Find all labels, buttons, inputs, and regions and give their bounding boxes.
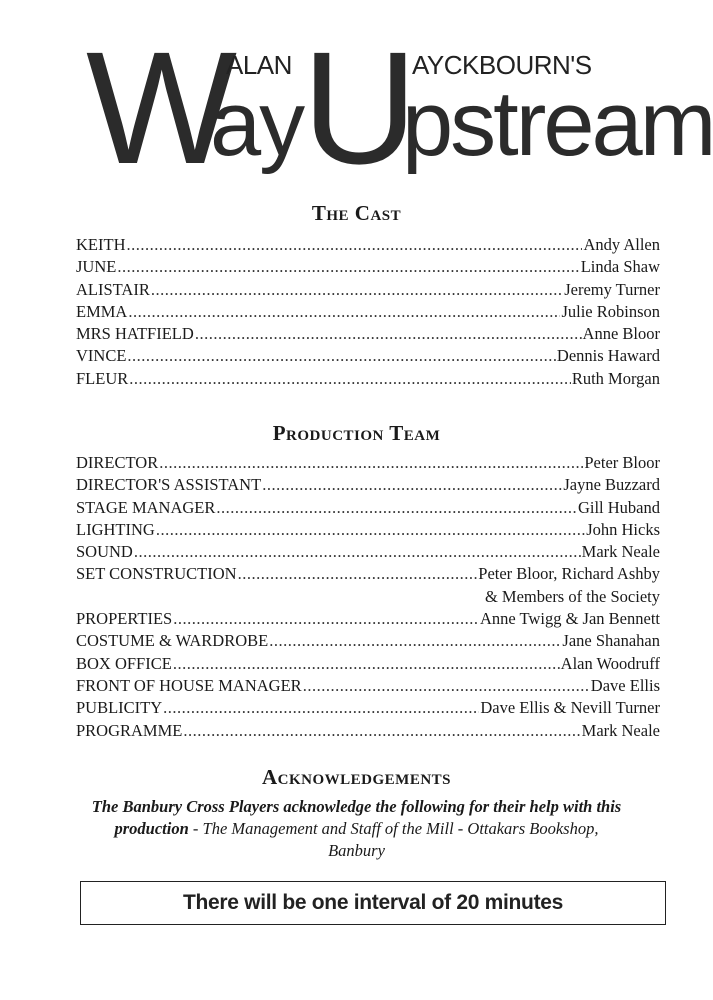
- cast-list: [76, 234, 660, 390]
- production-row: [76, 497, 660, 519]
- production-row: [76, 519, 660, 541]
- role-label: VINCE: [76, 346, 127, 366]
- dot-leader: [216, 497, 577, 519]
- role-label: KEITH: [76, 235, 126, 254]
- role-label: EMMA: [76, 301, 128, 321]
- role-label: PROGRAMME: [76, 720, 183, 740]
- dot-leader: [127, 345, 555, 367]
- cast-row: [76, 368, 660, 390]
- role-label: SOUND: [76, 542, 133, 562]
- dot-leader: [156, 519, 585, 541]
- actor-name: Ruth Morgan: [571, 368, 660, 388]
- acknowledgements-plain: - The Management and Staff of the Mill - Ottakars Bookshop, Banbury: [188, 819, 599, 860]
- role-label: BOX OFFICE: [76, 653, 172, 673]
- crew-name: Dave Ellis: [590, 675, 660, 695]
- production-row: [76, 474, 660, 496]
- dot-leader: [129, 368, 571, 390]
- crew-name: Peter Bloor: [584, 453, 660, 472]
- crew-name: Peter Bloor, Richard Ashby: [478, 564, 660, 584]
- actor-name: Jeremy Turner: [564, 279, 660, 299]
- role-label: MRS HATFIELD: [76, 324, 194, 344]
- role-label: COSTUME & WARDROBE: [76, 631, 269, 651]
- cast-row: [76, 345, 660, 367]
- dot-leader: [183, 720, 580, 742]
- role-label: STAGE MANAGER: [76, 497, 216, 517]
- production-row: [76, 608, 660, 630]
- role-label: FRONT OF HOUSE MANAGER: [76, 675, 302, 695]
- title-letter-w: W: [86, 18, 232, 197]
- interval-notice-box: [80, 881, 666, 925]
- production-row: [76, 630, 660, 652]
- actor-name: Linda Shaw: [580, 257, 660, 277]
- dot-leader: [128, 301, 560, 323]
- role-label: PUBLICITY: [76, 698, 163, 718]
- dot-leader: [134, 541, 581, 563]
- title-letter-u: U: [302, 18, 418, 197]
- cast-heading: The Cast: [311, 201, 402, 225]
- interval-notice-text: There will be one interval of 20 minutes: [182, 891, 564, 914]
- production-heading: Production Team: [272, 421, 441, 445]
- production-row: [76, 541, 660, 563]
- cast-row: [76, 234, 660, 256]
- dot-leader: [195, 323, 582, 345]
- dot-leader: [151, 279, 563, 301]
- actor-name: Anne Bloor: [582, 324, 660, 344]
- dot-leader: [159, 452, 583, 474]
- cast-row: [76, 323, 660, 345]
- role-label: PROPERTIES: [76, 609, 173, 629]
- cast-row: [76, 279, 660, 301]
- production-row: [76, 675, 660, 697]
- role-label: ALISTAIR: [76, 279, 150, 299]
- role-label: JUNE: [76, 257, 117, 277]
- dot-leader: [173, 608, 479, 630]
- author-first-name: ALAN: [226, 50, 292, 80]
- dot-leader: [117, 256, 579, 278]
- crew-name: Alan Woodruff: [560, 653, 660, 673]
- crew-name: Jane Shanahan: [562, 631, 660, 651]
- crew-name: Jayne Buzzard: [563, 475, 660, 495]
- role-label: FLEUR: [76, 368, 129, 388]
- role-label: DIRECTOR'S ASSISTANT: [76, 475, 262, 495]
- author-last-name: AYCKBOURN'S: [412, 50, 592, 80]
- dot-leader: [262, 474, 562, 496]
- production-list: [76, 452, 660, 742]
- role-label: LIGHTING: [76, 519, 155, 539]
- dot-leader: [238, 563, 478, 585]
- dot-leader: [163, 697, 479, 719]
- actor-name: Dennis Haward: [556, 346, 660, 366]
- acknowledgements-text: [90, 796, 623, 862]
- crew-name: Mark Neale: [581, 720, 660, 740]
- title-word-ay: ay: [210, 73, 304, 175]
- crew-name: Gill Huband: [577, 497, 660, 517]
- production-row: [76, 563, 660, 585]
- dot-leader: [269, 630, 561, 652]
- acknowledgements-bold: The Banbury Cross Players acknowledge the following for their help with this production: [91, 797, 622, 838]
- role-label: SET CONSTRUCTION: [76, 564, 237, 584]
- role-label: DIRECTOR: [76, 453, 159, 472]
- cast-row: [76, 256, 660, 278]
- dot-leader: [126, 234, 582, 256]
- crew-name: John Hicks: [586, 519, 660, 539]
- dot-leader: [303, 675, 590, 697]
- play-title: [0, 0, 713, 205]
- cast-row: [76, 301, 660, 323]
- production-row: [76, 697, 660, 719]
- crew-name: Dave Ellis & Nevill Turner: [480, 698, 660, 718]
- production-row: [76, 653, 660, 675]
- set-construction-continued: & Members of the Society: [484, 586, 660, 606]
- actor-name: Julie Robinson: [561, 301, 660, 321]
- title-word-pstream: pstream: [402, 73, 713, 175]
- acknowledgements-heading: Acknowledgements: [261, 765, 452, 789]
- production-row: [76, 452, 660, 474]
- production-row: [76, 720, 660, 742]
- dot-leader: [173, 653, 560, 675]
- crew-name: Anne Twigg & Jan Bennett: [479, 609, 660, 629]
- actor-name: Andy Allen: [583, 235, 660, 254]
- crew-name: Mark Neale: [581, 542, 660, 562]
